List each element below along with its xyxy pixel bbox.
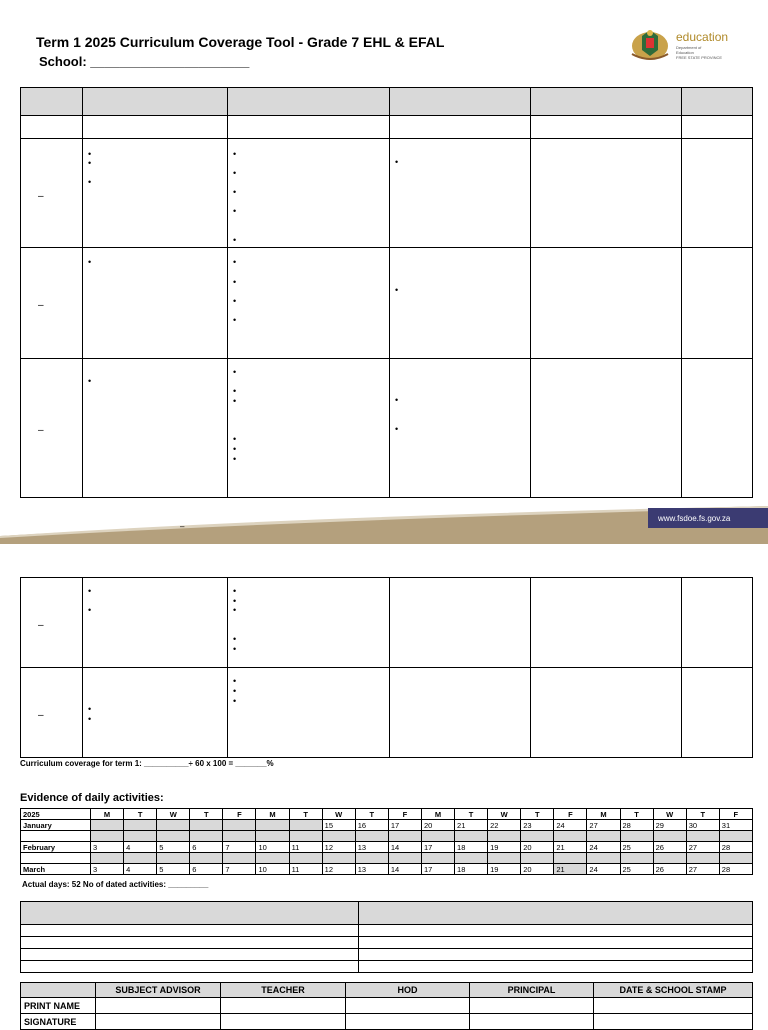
logo-wordmark: education	[676, 30, 729, 44]
calendar-cell: 20	[521, 842, 554, 853]
calendar-cell: 24	[554, 820, 587, 831]
calendar-cell	[488, 853, 521, 864]
calendar-cell	[521, 853, 554, 864]
calendar-cell: 13	[355, 842, 388, 853]
calendar-cell: 24	[587, 864, 620, 875]
calendar-cell	[355, 831, 388, 842]
calendar-cell: 3	[91, 842, 124, 853]
calendar-evidence-row	[21, 831, 753, 842]
signoff-header: HOD	[346, 983, 470, 998]
calendar-cell: 6	[190, 864, 223, 875]
signoff-row	[21, 998, 753, 1014]
calendar-cell: 24	[587, 842, 620, 853]
footer-banner	[0, 506, 768, 544]
calendar-cell: 11	[289, 864, 322, 875]
calendar-evidence-row	[21, 853, 753, 864]
calendar-header-row	[21, 809, 753, 820]
signoff-field[interactable]	[221, 1014, 346, 1030]
calendar-cell: W	[322, 809, 355, 820]
signoff-row-label: SIGNATURE	[21, 1014, 96, 1030]
calendar-cell: 27	[686, 864, 719, 875]
calendar-cell: 4	[124, 842, 157, 853]
signoff-table	[20, 982, 753, 1030]
signoff-field[interactable]	[594, 998, 753, 1014]
calendar-cell: F	[554, 809, 587, 820]
calendar-cell: 17	[388, 820, 421, 831]
calendar-cell	[719, 853, 752, 864]
calendar-month-row	[21, 842, 753, 853]
banner-dash: –	[180, 522, 185, 531]
calendar-cell	[21, 853, 91, 864]
calendar-cell: 15	[322, 820, 355, 831]
calendar-cell: 14	[388, 864, 421, 875]
coverage-week-row: – • • • • • • • • •	[21, 359, 753, 498]
calendar-cell: 7	[223, 842, 256, 853]
calendar-cell: 25	[620, 864, 653, 875]
calendar-cell: T	[190, 809, 223, 820]
calendar-cell	[620, 853, 653, 864]
calendar-cell: 19	[488, 864, 521, 875]
calendar-cell: 5	[157, 864, 190, 875]
calendar-cell: 18	[455, 864, 488, 875]
calendar-cell	[488, 831, 521, 842]
signoff-field[interactable]	[470, 998, 594, 1014]
calendar-cell: T	[455, 809, 488, 820]
calendar-cell: T	[620, 809, 653, 820]
signoff-header: DATE & SCHOOL STAMP	[594, 983, 753, 998]
calendar-cell: 19	[488, 842, 521, 853]
calendar-cell: M	[256, 809, 289, 820]
calendar-month-row	[21, 864, 753, 875]
calendar-cell: T	[521, 809, 554, 820]
week-dash: –	[38, 191, 44, 202]
calendar-cell: 25	[620, 842, 653, 853]
calendar-cell: 17	[421, 842, 454, 853]
calendar-cell	[256, 853, 289, 864]
calendar-cell	[223, 853, 256, 864]
coverage-subheader-row	[21, 116, 753, 139]
calendar-cell	[421, 853, 454, 864]
week-dash: –	[38, 620, 44, 631]
calendar-cell: January	[21, 820, 91, 831]
calendar-cell	[223, 831, 256, 842]
calendar-cell	[124, 831, 157, 842]
calendar-cell: W	[653, 809, 686, 820]
calendar-cell	[587, 853, 620, 864]
signoff-field[interactable]	[594, 1014, 753, 1030]
week-dash: –	[38, 710, 44, 721]
calendar-cell	[223, 820, 256, 831]
calendar-cell: 18	[455, 842, 488, 853]
calendar-cell: 3	[91, 864, 124, 875]
calendar-cell	[653, 853, 686, 864]
coat-of-arms-icon	[628, 24, 672, 64]
logo-subtext: Department of Education FREE STATE PROVINCE	[676, 45, 723, 60]
calendar-cell: 17	[421, 864, 454, 875]
calendar-cell	[554, 831, 587, 842]
calendar-month-row	[21, 820, 753, 831]
calendar-cell: 26	[653, 842, 686, 853]
calendar-cell: 28	[620, 820, 653, 831]
calendar-cell	[719, 831, 752, 842]
calendar-cell	[653, 831, 686, 842]
calendar-cell: 4	[124, 864, 157, 875]
calendar-cell	[289, 831, 322, 842]
calendar-cell: February	[21, 842, 91, 853]
week-dash: –	[38, 300, 44, 311]
calendar-cell: T	[124, 809, 157, 820]
signoff-field[interactable]	[96, 998, 221, 1014]
banner-url[interactable]: www.fsdoe.fs.gov.za	[658, 514, 731, 523]
calendar-cell: T	[686, 809, 719, 820]
calendar-cell	[124, 853, 157, 864]
calendar-cell	[289, 820, 322, 831]
calendar-cell: 12	[322, 842, 355, 853]
calendar-cell: 6	[190, 842, 223, 853]
signoff-row	[21, 1014, 753, 1030]
calendar-cell: 28	[719, 842, 752, 853]
signoff-field[interactable]	[470, 1014, 594, 1030]
coverage-table	[20, 87, 753, 498]
signoff-field[interactable]	[221, 998, 346, 1014]
calendar-cell	[455, 853, 488, 864]
calendar-cell: F	[223, 809, 256, 820]
signoff-header: TEACHER	[221, 983, 346, 998]
calendar-cell: 31	[719, 820, 752, 831]
calendar-cell: March	[21, 864, 91, 875]
calendar-cell: 5	[157, 842, 190, 853]
calendar-cell: 27	[686, 842, 719, 853]
calendar-cell	[157, 820, 190, 831]
calendar-cell	[554, 853, 587, 864]
calendar-cell: 30	[686, 820, 719, 831]
calendar-cell: 23	[521, 820, 554, 831]
calendar-cell: 22	[488, 820, 521, 831]
coverage-week-row: – • • • • •	[21, 668, 753, 758]
calendar-cell: T	[355, 809, 388, 820]
calendar-table	[20, 808, 753, 875]
calendar-cell	[322, 853, 355, 864]
coverage-week-row: – • • • • • • •	[21, 578, 753, 668]
calendar-cell	[91, 831, 124, 842]
calendar-cell: 10	[256, 842, 289, 853]
calendar-cell: 20	[521, 864, 554, 875]
calendar-cell: 11	[289, 842, 322, 853]
signoff-field[interactable]	[96, 1014, 221, 1030]
calendar-cell	[157, 831, 190, 842]
calendar-cell: 7	[223, 864, 256, 875]
calendar-cell: 10	[256, 864, 289, 875]
calendar-cell	[686, 831, 719, 842]
calendar-cell	[421, 831, 454, 842]
calendar-cell: 29	[653, 820, 686, 831]
calendar-cell: 26	[653, 864, 686, 875]
calendar-cell: M	[587, 809, 620, 820]
calendar-cell: M	[421, 809, 454, 820]
coverage-week-row: – • • • • • • • • •	[21, 139, 753, 248]
coverage-formula: Curriculum coverage for term 1: __________÷ 60 x 100 = _______%	[20, 759, 274, 768]
coverage-week-row: – • • • • • •	[21, 248, 753, 359]
signoff-header	[21, 983, 96, 998]
calendar-cell	[190, 820, 223, 831]
calendar-cell	[256, 831, 289, 842]
calendar-cell	[455, 831, 488, 842]
calendar-cell	[256, 820, 289, 831]
calendar-cell	[91, 853, 124, 864]
calendar-cell	[322, 831, 355, 842]
calendar-cell: 2025	[21, 809, 91, 820]
signoff-header: SUBJECT ADVISOR	[96, 983, 221, 998]
page-title: Term 1 2025 Curriculum Coverage Tool - Grade 7 EHL & EFAL	[36, 34, 445, 50]
calendar-cell	[620, 831, 653, 842]
calendar-cell: 27	[587, 820, 620, 831]
calendar-cell: 14	[388, 842, 421, 853]
evidence-title: Evidence of daily activities:	[20, 792, 164, 804]
education-logo	[628, 24, 738, 64]
banner-swoosh	[0, 506, 768, 544]
calendar-cell: 21	[554, 842, 587, 853]
calendar-cell	[388, 831, 421, 842]
calendar-cell: 21	[554, 864, 587, 875]
calendar-cell	[91, 820, 124, 831]
calendar-cell	[388, 853, 421, 864]
calendar-cell: T	[289, 809, 322, 820]
calendar-cell: W	[488, 809, 521, 820]
calendar-cell: 16	[355, 820, 388, 831]
calendar-cell	[587, 831, 620, 842]
calendar-cell	[289, 853, 322, 864]
week-dash: –	[38, 425, 44, 436]
signoff-header: PRINCIPAL	[470, 983, 594, 998]
school-field: School: ______________________	[39, 54, 250, 69]
calendar-cell	[686, 853, 719, 864]
calendar-cell	[521, 831, 554, 842]
signoff-row-label: PRINT NAME	[21, 998, 96, 1014]
actual-days: Actual days: 52 No of dated activities: _________	[22, 880, 209, 889]
calendar-cell: M	[91, 809, 124, 820]
coverage-header-row	[21, 88, 753, 116]
calendar-cell: 28	[719, 864, 752, 875]
calendar-cell	[190, 853, 223, 864]
calendar-cell	[355, 853, 388, 864]
calendar-cell	[190, 831, 223, 842]
calendar-cell: F	[388, 809, 421, 820]
blank-summary-table	[20, 901, 753, 973]
calendar-cell: 13	[355, 864, 388, 875]
calendar-cell: 21	[455, 820, 488, 831]
calendar-cell	[124, 820, 157, 831]
signoff-header-row	[21, 983, 753, 998]
signoff-field[interactable]	[346, 998, 470, 1014]
calendar-cell	[157, 853, 190, 864]
calendar-cell: 12	[322, 864, 355, 875]
calendar-cell: 20	[421, 820, 454, 831]
coverage-table-continued	[20, 577, 753, 758]
calendar-cell	[21, 831, 91, 842]
calendar-cell: W	[157, 809, 190, 820]
signoff-field[interactable]	[346, 1014, 470, 1030]
calendar-cell: F	[719, 809, 752, 820]
